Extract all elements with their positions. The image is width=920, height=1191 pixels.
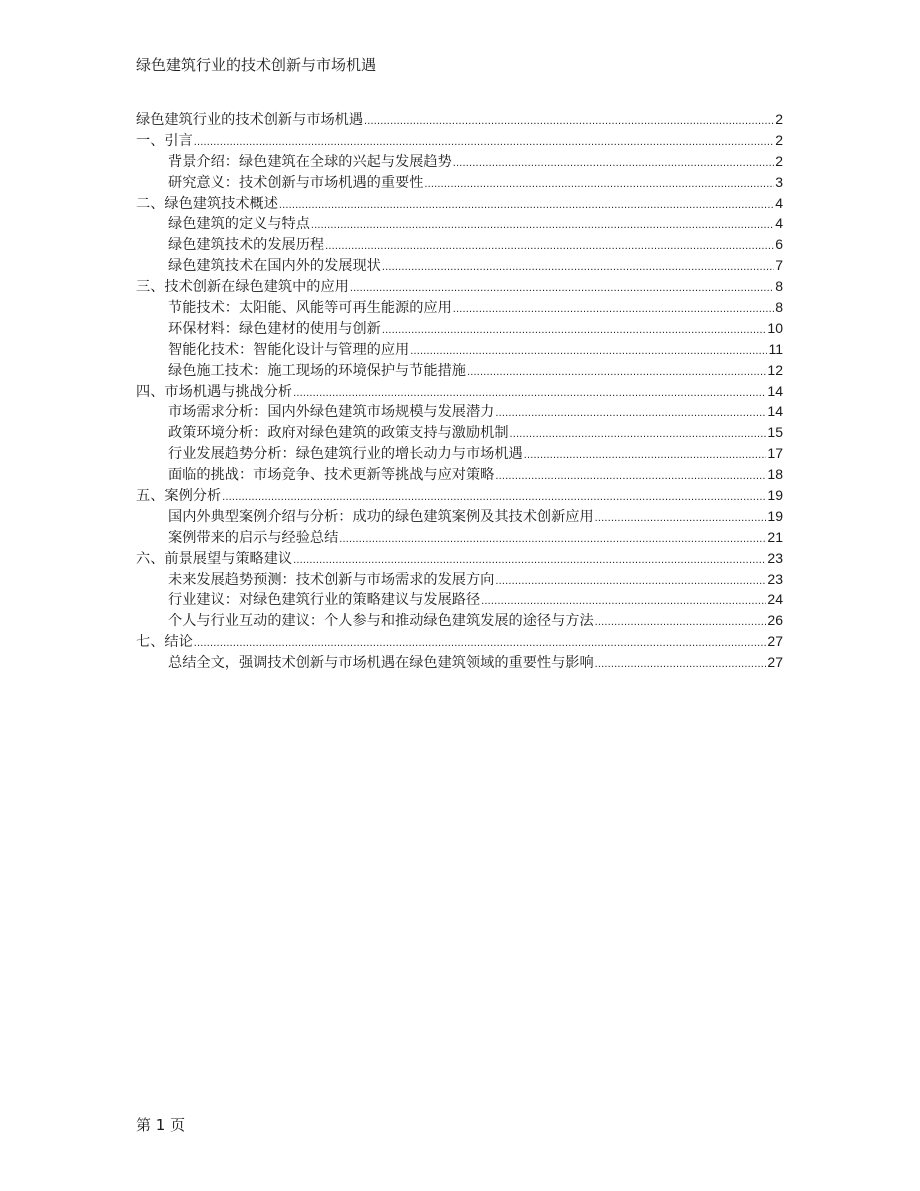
toc-entry-page-number: 18 (767, 466, 783, 483)
toc-dot-leader (364, 111, 774, 132)
toc-entry-title: 政策环境分析：政府对绿色建筑的政策支持与激励机制 (168, 425, 509, 442)
toc-entry-page-number: 24 (767, 591, 783, 608)
toc-entry-page-number: 11 (768, 340, 783, 357)
toc-entry-title: 二、绿色建筑技术概述 (136, 195, 278, 212)
toc-entry-page-number: 2 (775, 111, 783, 127)
toc-entry[interactable] (136, 276, 783, 297)
toc-entry[interactable] (136, 255, 783, 276)
toc-entry-title: 市场需求分析：国内外绿色建筑市场规模与发展潜力 (168, 404, 495, 421)
toc-dot-leader (350, 278, 774, 299)
toc-entry[interactable] (136, 234, 783, 255)
toc-dot-leader (293, 383, 766, 404)
toc-dot-leader (481, 591, 766, 612)
toc-dot-leader (293, 550, 766, 571)
toc-entry[interactable] (136, 527, 783, 548)
toc-entry-title: 绿色建筑行业的技术创新与市场机遇 (136, 112, 364, 128)
toc-dot-leader (194, 132, 774, 153)
toc-entry[interactable] (136, 652, 783, 673)
toc-entry-title: 四、市场机遇与挑战分析 (136, 383, 293, 400)
toc-entry[interactable] (136, 297, 783, 318)
toc-entry[interactable] (136, 360, 783, 381)
page-number-footer: 第 1 页 (136, 1116, 186, 1134)
toc-entry[interactable] (136, 610, 783, 631)
toc-entry-title: 个人与行业互动的建议：个人参与和推动绿色建筑发展的途径与方法 (168, 613, 594, 630)
toc-entry[interactable] (136, 589, 783, 610)
toc-dot-leader (424, 174, 774, 195)
toc-entry-title: 行业建议：对绿色建筑行业的策略建议与发展路径 (168, 592, 481, 609)
toc-dot-leader (279, 195, 774, 216)
toc-dot-leader (524, 445, 767, 466)
toc-entry-page-number: 17 (767, 445, 783, 462)
toc-entry-title: 环保材料：绿色建材的使用与创新 (168, 320, 381, 337)
toc-entry-title: 国内外典型案例介绍与分析：成功的绿色建筑案例及其技术创新应用 (168, 508, 594, 525)
toc-entry-page-number: 14 (767, 403, 783, 420)
toc-dot-leader (325, 236, 774, 257)
toc-entry[interactable] (136, 318, 783, 339)
toc-entry[interactable] (136, 422, 783, 443)
toc-entry[interactable] (136, 193, 783, 214)
toc-dot-leader (595, 654, 767, 675)
toc-entry-page-number: 26 (767, 612, 783, 629)
toc-entry-title: 绿色建筑技术在国内外的发展现状 (168, 258, 381, 275)
toc-dot-leader (410, 341, 767, 362)
toc-dot-leader (311, 215, 774, 236)
toc-entry[interactable] (136, 548, 783, 569)
toc-entry-title: 绿色建筑的定义与特点 (168, 216, 310, 233)
toc-entry-title: 一、引言 (136, 132, 193, 149)
table-of-contents (136, 109, 783, 673)
toc-entry-page-number: 2 (775, 152, 783, 169)
toc-entry-title: 绿色施工技术：施工现场的环境保护与节能措施 (168, 362, 466, 379)
toc-entry[interactable] (136, 401, 783, 422)
toc-entry[interactable] (136, 506, 783, 527)
toc-dot-leader (595, 612, 767, 633)
toc-entry-title: 研究意义：技术创新与市场机遇的重要性 (168, 174, 424, 191)
toc-dot-leader (495, 466, 766, 487)
toc-dot-leader (495, 571, 766, 592)
toc-entry-page-number: 8 (775, 299, 783, 316)
toc-entry-title: 五、案例分析 (136, 488, 222, 505)
toc-dot-leader (339, 529, 766, 550)
toc-entry-title: 六、前景展望与策略建议 (136, 550, 293, 567)
toc-entry-title: 背景介绍：绿色建筑在全球的兴起与发展趋势 (168, 153, 452, 170)
toc-entry-page-number: 23 (767, 549, 783, 566)
toc-dot-leader (467, 362, 766, 383)
toc-entry-page-number: 10 (767, 319, 783, 336)
toc-entry-page-number: 19 (767, 507, 783, 524)
page-header-title: 绿色建筑行业的技术创新与市场机遇 (136, 56, 377, 74)
toc-entry-page-number: 3 (775, 173, 783, 190)
toc-entry-page-number: 4 (775, 194, 783, 211)
toc-entry-page-number: 12 (767, 361, 783, 378)
toc-entry[interactable] (136, 151, 783, 172)
toc-entry-page-number: 2 (775, 131, 783, 148)
toc-entry[interactable] (136, 130, 783, 151)
toc-entry-title: 案例带来的启示与经验总结 (168, 529, 339, 546)
toc-dot-leader (495, 403, 766, 424)
toc-entry[interactable] (136, 485, 783, 506)
toc-entry[interactable] (136, 464, 783, 485)
toc-entry-title: 未来发展趋势预测：技术创新与市场需求的发展方向 (168, 571, 495, 588)
toc-entry[interactable] (136, 631, 783, 652)
toc-dot-leader (222, 487, 766, 508)
toc-entry-title: 节能技术：太阳能、风能等可再生能源的应用 (168, 300, 452, 317)
toc-entry[interactable] (136, 381, 783, 402)
toc-entry-title: 面临的挑战：市场竞争、技术更新等挑战与应对策略 (168, 467, 495, 484)
toc-entry-title: 总结全文，强调技术创新与市场机遇在绿色建筑领域的重要性与影响 (168, 655, 594, 672)
toc-entry-page-number: 8 (775, 278, 783, 295)
toc-dot-leader (382, 257, 774, 278)
toc-entry-title: 三、技术创新在绿色建筑中的应用 (136, 279, 349, 296)
toc-entry-page-number: 7 (775, 257, 783, 274)
toc-dot-leader (382, 320, 767, 341)
toc-entry[interactable] (136, 569, 783, 590)
toc-entry-page-number: 15 (767, 424, 783, 441)
toc-entry-page-number: 19 (767, 487, 783, 504)
toc-entry[interactable] (136, 443, 783, 464)
toc-entry-title: 智能化技术：智能化设计与管理的应用 (168, 341, 410, 358)
toc-entry[interactable] (136, 172, 783, 193)
toc-entry-page-number: 4 (775, 215, 783, 232)
toc-entry-page-number: 27 (767, 654, 783, 671)
toc-entry[interactable] (136, 213, 783, 234)
toc-entry-title: 行业发展趋势分析：绿色建筑行业的增长动力与市场机遇 (168, 446, 523, 463)
toc-entry-page-number: 27 (767, 633, 783, 650)
toc-entry[interactable] (136, 339, 783, 360)
toc-dot-leader (510, 424, 767, 445)
toc-entry-page-number: 14 (767, 382, 783, 399)
toc-entry-title: 绿色建筑技术的发展历程 (168, 237, 325, 254)
toc-dot-leader (453, 153, 774, 174)
toc-entry[interactable] (136, 109, 783, 130)
toc-entry-page-number: 21 (767, 528, 783, 545)
toc-dot-leader (595, 508, 767, 529)
toc-entry-page-number: 23 (767, 570, 783, 587)
toc-dot-leader (453, 299, 774, 320)
toc-entry-page-number: 6 (775, 236, 783, 253)
toc-entry-title: 七、结论 (136, 634, 193, 651)
toc-dot-leader (194, 633, 767, 654)
